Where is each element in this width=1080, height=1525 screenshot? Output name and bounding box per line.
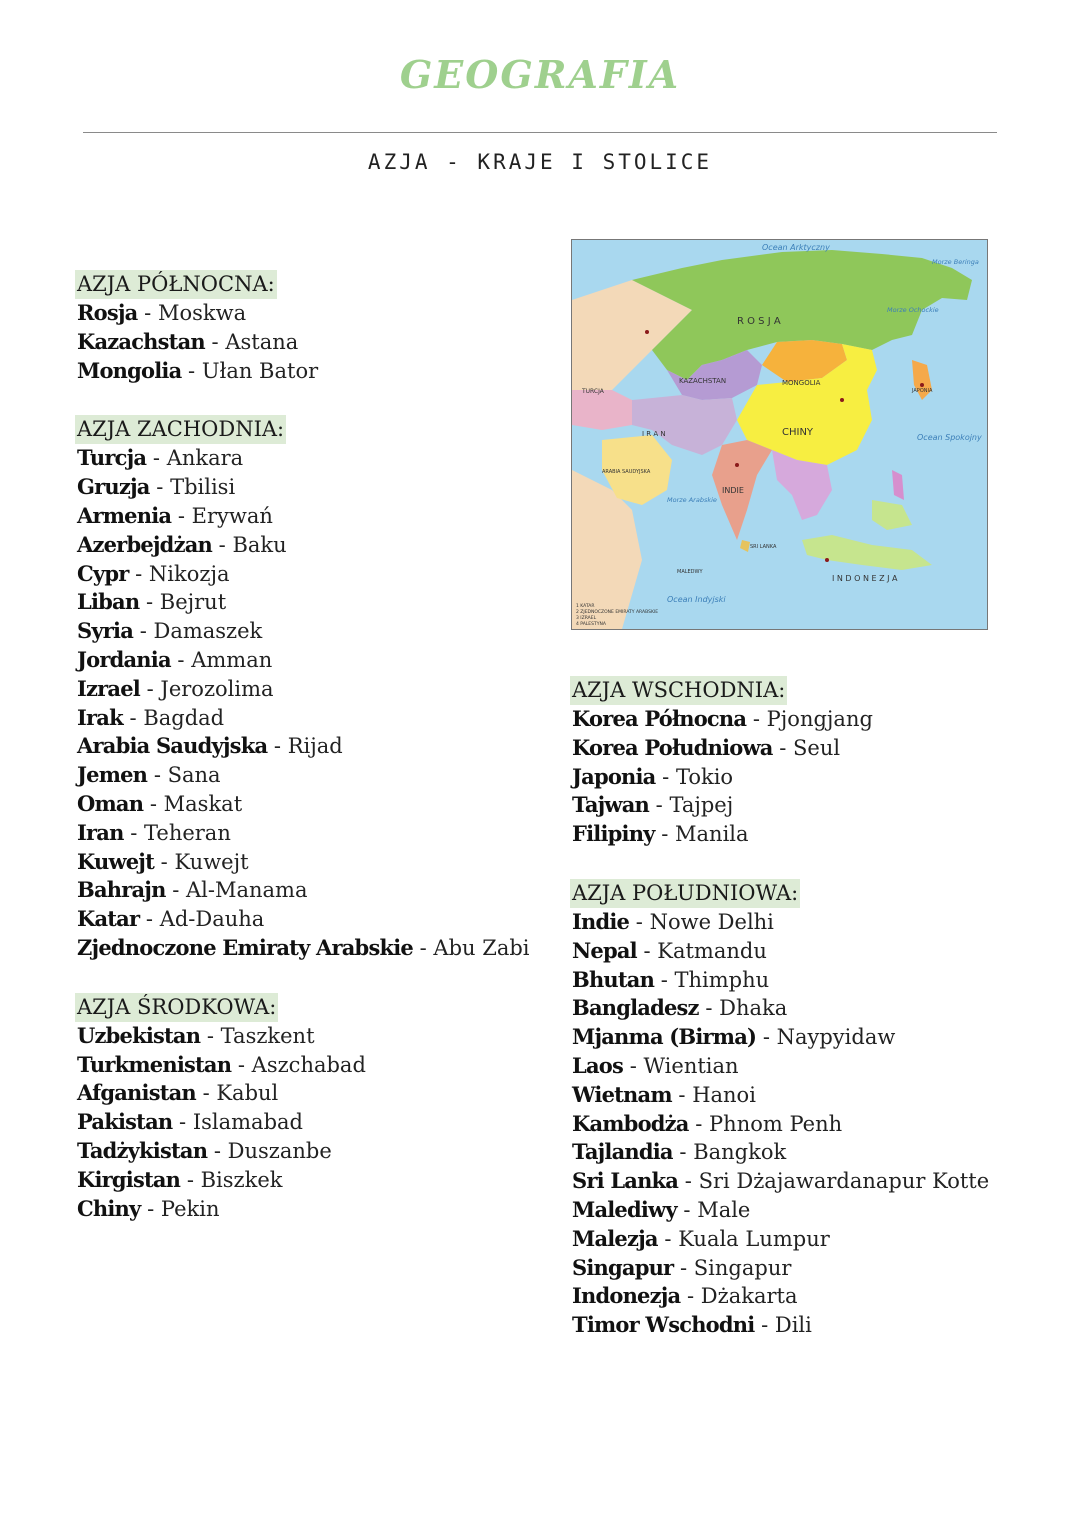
country-entry	[77, 1166, 547, 1195]
country-name: Kazachstan	[77, 328, 205, 354]
section-heading: AZJA POŁUDNIOWA:	[570, 879, 800, 908]
capital-name: Kuala Lumpur	[678, 1226, 830, 1251]
capital-name: Hanoi	[692, 1082, 756, 1107]
capital-name: Biszkek	[200, 1167, 283, 1192]
country-name: Indie	[572, 908, 630, 934]
map-legend-2: 2 ZJEDNOCZONE EMIRATY ARABSKIE	[576, 610, 659, 615]
separator: -	[172, 1110, 193, 1135]
country-entry	[77, 732, 547, 761]
country-name: Timor Wschodni	[572, 1312, 755, 1338]
map-label-srilanka: SRI LANKA	[750, 544, 777, 550]
country-name: Nepal	[572, 937, 637, 963]
capital-name: Bagdad	[143, 705, 225, 730]
country-name: Chiny	[77, 1195, 141, 1221]
map-label-bering: Morze Beringa	[932, 258, 979, 266]
capital-name: Phnom Penh	[709, 1111, 843, 1136]
capital-name: Manila	[675, 822, 749, 847]
separator: -	[756, 1025, 777, 1050]
map-city-dzakarta	[825, 558, 829, 562]
header-divider	[83, 132, 997, 133]
country-entry	[77, 1137, 547, 1166]
map-label-arctic: Ocean Arktyczny	[762, 243, 830, 252]
capital-name: Rijad	[287, 734, 343, 759]
capital-name: Kuwejt	[174, 849, 249, 874]
country-list	[77, 299, 547, 385]
section-east	[572, 676, 1042, 849]
capital-name: Sana	[167, 763, 221, 788]
capital-name: Abu Zabi	[433, 935, 530, 960]
country-name: Armenia	[77, 502, 172, 528]
separator: -	[139, 590, 160, 615]
capital-name: Ułan Bator	[201, 358, 319, 383]
country-entry	[77, 328, 547, 357]
capital-name: Ankara	[166, 446, 244, 471]
separator: -	[231, 1052, 252, 1077]
separator: -	[139, 676, 161, 701]
map-label-kazakhstan: KAZACHSTAN	[679, 377, 727, 385]
separator: -	[149, 475, 171, 500]
separator: -	[123, 820, 145, 845]
country-entry	[572, 966, 1042, 995]
separator: -	[746, 707, 767, 731]
capital-name: Seul	[793, 735, 841, 760]
separator: -	[672, 1140, 694, 1165]
country-entry	[572, 1225, 1042, 1254]
section-heading: AZJA ŚRODKOWA:	[75, 993, 278, 1022]
capital-name: Nowe Delhi	[649, 909, 774, 934]
capital-name: Ad-Dauha	[159, 907, 265, 932]
separator: -	[654, 822, 676, 847]
country-entry	[572, 1081, 1042, 1110]
separator: -	[180, 1167, 201, 1192]
country-name: Korea Północna	[572, 706, 747, 731]
country-entry	[572, 1196, 1042, 1225]
section-heading: AZJA ZACHODNIA:	[75, 415, 286, 444]
map-svg	[572, 240, 987, 629]
country-name: Arabia Saudyjska	[77, 733, 268, 759]
country-entry	[77, 905, 547, 934]
country-name: Bhutan	[572, 966, 655, 992]
country-name: Kirgistan	[77, 1166, 181, 1192]
capital-name: Aszchabad	[251, 1052, 366, 1077]
separator: -	[623, 1053, 644, 1078]
country-entry	[572, 763, 1042, 792]
separator: -	[754, 1313, 775, 1338]
country-name: Jemen	[77, 762, 148, 788]
country-list	[77, 444, 547, 962]
country-name: Irak	[77, 704, 123, 730]
country-entry	[77, 473, 547, 502]
capital-name: Damaszek	[153, 619, 263, 644]
map-label-arabian: Morze Arabskie	[667, 496, 717, 504]
map-legend-4: 4 PALESTYNA	[576, 622, 606, 627]
capital-name: Duszanbe	[227, 1138, 332, 1163]
right-column	[572, 676, 1042, 1370]
country-entry	[572, 1282, 1042, 1311]
separator: -	[688, 1111, 710, 1136]
country-entry	[77, 299, 547, 328]
country-name: Bangladesz	[572, 995, 699, 1021]
country-name: Laos	[572, 1052, 624, 1078]
separator: -	[678, 1169, 699, 1194]
separator: -	[207, 1138, 228, 1163]
country-entry	[572, 705, 1042, 734]
capital-name: Al-Manama	[186, 878, 308, 903]
map-label-indian: Ocean Indyjski	[667, 595, 726, 604]
separator: -	[655, 764, 676, 789]
country-list	[77, 1022, 547, 1224]
capital-name: Islamabad	[192, 1110, 303, 1135]
country-list	[572, 705, 1042, 849]
country-name: Korea Południowa	[572, 734, 773, 760]
map-turkey	[572, 390, 632, 430]
separator: -	[147, 763, 168, 788]
country-name: Tajlandia	[572, 1139, 673, 1165]
country-name: Kambodża	[572, 1110, 689, 1136]
separator: -	[137, 301, 158, 325]
capital-name: Maskat	[163, 791, 243, 816]
country-name: Bahrajn	[77, 877, 166, 903]
country-name: Mjanma (Birma)	[572, 1024, 757, 1050]
country-name: Katar	[77, 906, 140, 932]
country-entry	[77, 357, 547, 386]
country-entry	[77, 646, 547, 675]
country-entry	[77, 1022, 547, 1051]
map-label-india: INDIE	[722, 486, 744, 495]
separator: -	[128, 561, 149, 586]
country-name: Jordania	[77, 646, 171, 672]
capital-name: Bejrut	[159, 590, 227, 615]
map-city-tokio	[920, 383, 924, 387]
separator: -	[657, 1226, 679, 1251]
separator: -	[211, 532, 233, 557]
map-label-china: CHINY	[782, 427, 814, 438]
separator: -	[698, 996, 720, 1021]
left-column	[77, 270, 547, 1253]
separator: -	[146, 446, 167, 471]
capital-name: Pjongjang	[766, 707, 873, 731]
country-entry	[77, 531, 547, 560]
country-entry	[572, 820, 1042, 849]
capital-name: Nikozja	[148, 561, 230, 586]
country-entry	[77, 819, 547, 848]
map-label-indonesia: I N D O N E Z J A	[832, 574, 898, 583]
capital-name: Pekin	[160, 1196, 220, 1221]
country-entry	[77, 502, 547, 531]
capital-name: Erywań	[191, 503, 273, 528]
capital-name: Tokio	[675, 764, 734, 789]
separator: -	[676, 1197, 698, 1222]
capital-name: Teheran	[144, 820, 231, 845]
country-name: Izrael	[77, 675, 140, 701]
section-central	[77, 993, 547, 1224]
section-north	[77, 270, 547, 385]
country-name: Malediwy	[572, 1196, 677, 1222]
country-entry	[77, 761, 547, 790]
capital-name: Thimphu	[674, 967, 770, 992]
section-west	[77, 415, 547, 962]
country-name: Japonia	[572, 763, 656, 789]
country-entry	[77, 790, 547, 819]
country-name: Mongolia	[77, 357, 182, 383]
country-entry	[77, 1051, 547, 1080]
separator: -	[267, 734, 288, 759]
country-name: Singapur	[572, 1254, 674, 1280]
separator: -	[165, 878, 187, 903]
capital-name: Tajpej	[669, 793, 734, 818]
page-subtitle: AZJA - KRAJE I STOLICE	[367, 150, 713, 174]
country-entry	[77, 1079, 547, 1108]
country-name: Iran	[77, 819, 124, 845]
capital-name: Dhaka	[719, 996, 788, 1021]
map-label-japan: JAPONIA	[912, 388, 933, 394]
capital-name: Moskwa	[157, 301, 247, 325]
map-legend-3: 3 IZRAEL	[576, 616, 597, 621]
country-name: Gruzja	[77, 474, 150, 500]
capital-name: Dili	[774, 1313, 812, 1338]
capital-name: Kabul	[216, 1081, 279, 1106]
separator: -	[680, 1284, 701, 1309]
capital-name: Astana	[225, 329, 299, 354]
country-name: Indonezja	[572, 1283, 681, 1309]
map-label-maldives: MALEDWY	[677, 569, 703, 575]
capital-name: Amman	[191, 647, 273, 672]
country-entry	[77, 588, 547, 617]
country-entry	[77, 675, 547, 704]
asia-political-map	[571, 239, 988, 630]
country-name: Zjednoczone Emiraty Arabskie	[77, 934, 413, 960]
capital-name: Tbilisi	[170, 475, 236, 500]
country-entry	[572, 1311, 1042, 1340]
separator: -	[181, 358, 202, 383]
country-name: Tadżykistan	[77, 1137, 208, 1163]
separator: -	[139, 907, 160, 932]
country-entry	[572, 1110, 1042, 1139]
capital-name: Baku	[232, 532, 287, 557]
map-label-iran: I R A N	[642, 430, 666, 438]
country-entry	[77, 560, 547, 589]
country-name: Tajwan	[572, 792, 649, 818]
country-name: Turcja	[77, 445, 147, 471]
capital-name: Wientian	[643, 1053, 739, 1078]
separator: -	[671, 1082, 693, 1107]
country-entry	[572, 1052, 1042, 1081]
country-entry	[77, 1108, 547, 1137]
capital-name: Male	[697, 1197, 751, 1222]
capital-name: Taszkent	[220, 1023, 315, 1048]
country-name: Kuwejt	[77, 848, 154, 874]
separator: -	[170, 647, 192, 672]
country-entry	[77, 617, 547, 646]
country-entry	[77, 934, 547, 963]
map-label-mongolia: MONGOLIA	[782, 379, 821, 387]
country-name: Azerbejdżan	[77, 531, 212, 557]
country-name: Afganistan	[77, 1080, 196, 1106]
capital-name: Jerozolima	[160, 676, 274, 701]
country-entry	[572, 1167, 1042, 1196]
separator: -	[200, 1023, 221, 1048]
country-entry	[572, 994, 1042, 1023]
country-name: Wietnam	[572, 1081, 672, 1107]
country-entry	[572, 791, 1042, 820]
separator: -	[636, 938, 658, 963]
country-name: Pakistan	[77, 1109, 173, 1135]
country-name: Rosja	[77, 300, 138, 325]
country-name: Uzbekistan	[77, 1022, 201, 1048]
capital-name: Katmandu	[657, 938, 767, 963]
map-label-russia: R O S J A	[737, 316, 781, 327]
map-legend-1: 1 KATAR	[576, 604, 595, 609]
map-label-pacific: Ocean Spokojny	[917, 433, 982, 442]
section-heading: AZJA PÓŁNOCNA:	[75, 270, 277, 299]
country-entry	[572, 937, 1042, 966]
country-entry	[77, 848, 547, 877]
capital-name: Singapur	[693, 1255, 792, 1280]
map-city-moskwa	[645, 330, 649, 334]
country-name: Liban	[77, 589, 140, 615]
country-entry	[77, 876, 547, 905]
country-name: Syria	[77, 618, 134, 644]
section-south	[572, 879, 1042, 1340]
country-entry	[572, 1138, 1042, 1167]
separator: -	[629, 909, 650, 934]
country-entry	[77, 1195, 547, 1224]
separator: -	[122, 705, 144, 730]
separator: -	[204, 329, 226, 354]
separator: -	[154, 849, 175, 874]
country-name: Filipiny	[572, 821, 655, 847]
page-title: GEOGRAFIA	[399, 52, 681, 97]
capital-name: Sri Dżajawardanapur Kotte	[698, 1169, 990, 1194]
capital-name: Dżakarta	[700, 1284, 798, 1309]
country-list	[572, 908, 1042, 1340]
country-name: Malezja	[572, 1225, 658, 1251]
country-entry	[572, 1254, 1042, 1283]
map-label-turkey: TURCJA	[582, 388, 604, 395]
country-entry	[572, 734, 1042, 763]
separator: -	[673, 1255, 694, 1280]
country-name: Sri Lanka	[572, 1168, 679, 1194]
capital-name: Bangkok	[693, 1140, 787, 1165]
separator: -	[654, 967, 675, 992]
separator: -	[133, 619, 154, 644]
country-name: Cypr	[77, 560, 129, 586]
separator: -	[412, 935, 434, 960]
separator: -	[195, 1081, 217, 1106]
country-entry	[77, 444, 547, 473]
country-entry	[77, 704, 547, 733]
separator: -	[171, 503, 192, 528]
separator: -	[143, 791, 164, 816]
separator: -	[648, 793, 670, 818]
map-city-delhi	[735, 463, 739, 467]
country-name: Oman	[77, 790, 144, 816]
section-heading: AZJA WSCHODNIA:	[570, 676, 787, 705]
country-entry	[572, 908, 1042, 937]
map-city-pekin	[840, 398, 844, 402]
country-name: Turkmenistan	[77, 1051, 232, 1077]
separator: -	[140, 1196, 161, 1221]
map-label-arabia: ARABIA SAUDYJSKA	[602, 469, 651, 475]
separator: -	[772, 735, 793, 760]
country-entry	[572, 1023, 1042, 1052]
map-label-okhotsk: Morze Ochockie	[887, 306, 939, 314]
capital-name: Naypyidaw	[776, 1025, 896, 1050]
